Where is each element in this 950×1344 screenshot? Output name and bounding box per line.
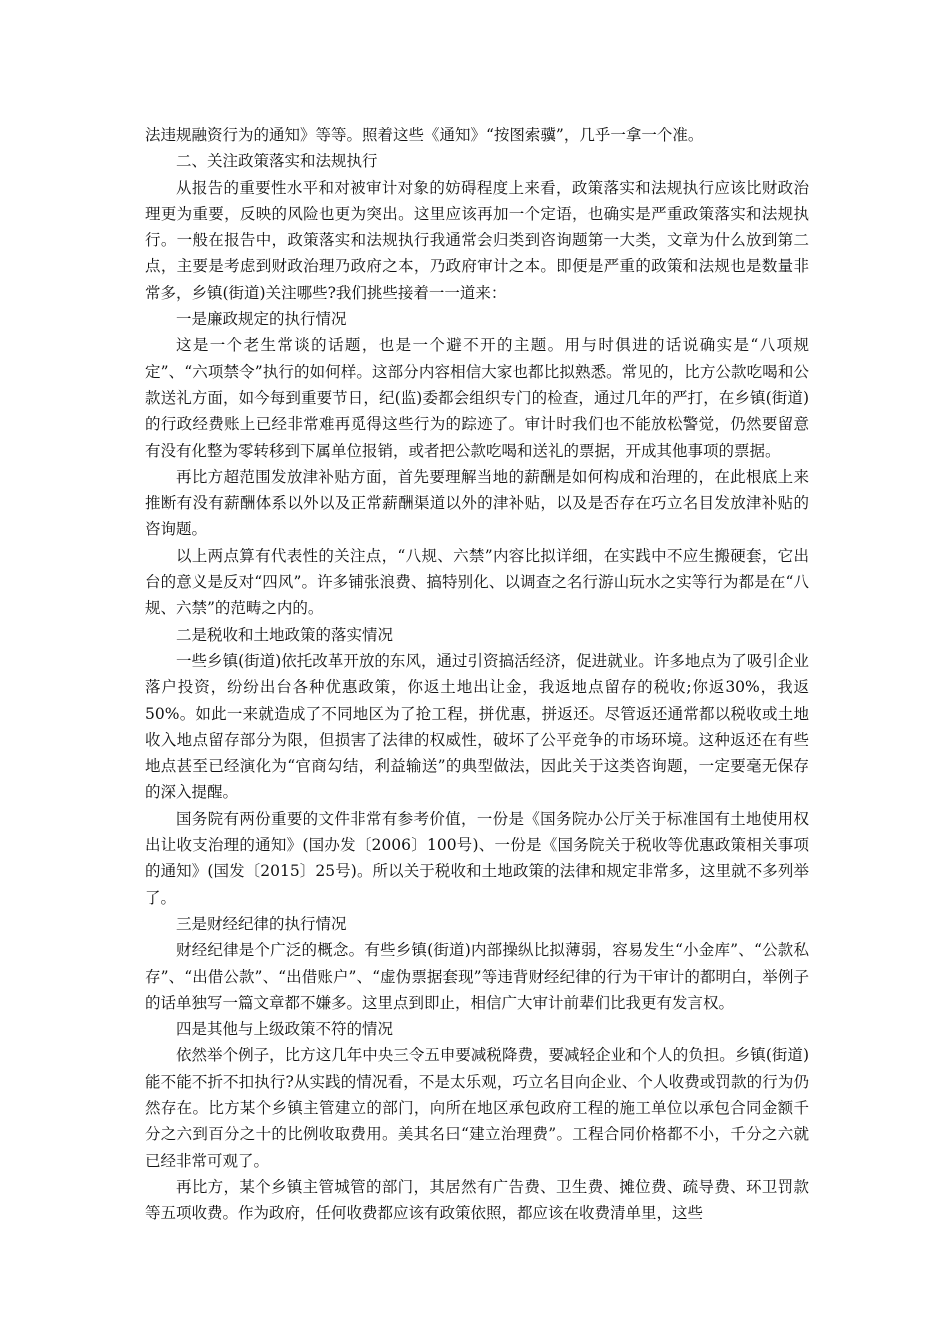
subheading-integrity-rules: 一是廉政规定的执行情况 [176,310,347,329]
paragraph-allowances: 再比方超范围发放津补贴方面，首先要理解当地的薪酬是如何构成和治理的，在此根底上来推断有没有薪酬体系以外以及正常薪酬渠道以外的津补贴，以及是否存在巧立名目发放津补贴的咨询题。 [145,467,809,539]
paragraph-four-styles: 以上两点算有代表性的关注点，“八规、六禁”内容比拟详细，在实践中不应生搬硬套，它出台的意义是反对“四风”。许多铺张浪费、搞特别化、以调查之名行游山玩水之实等行为都是在“八规、六禁”的范畴之内的。 [145,546,809,618]
paragraph-continuation: 法违规融资行为的通知》等等。照着这些《通知》“按图索骥”，几乎一拿一个准。 [145,126,704,144]
paragraph-urban-management-fees: 再比方，某个乡镇主管城管的部门，其居然有广告费、卫生费、摊位费、疏导费、环卫罚款等五项收费。作为政府，任何收费都应该有政策依照，都应该在收费清单里，这些 [145,1177,809,1223]
subheading-tax-land-policy: 二是税收和土地政策的落实情况 [176,625,394,644]
paragraph-financial-discipline: 财经纪律是个广泛的概念。有些乡镇(街道)内部操纵比拟薄弱，容易发生“小金库”、“公款私存”、“出借公款”、“出借账户”、“虚伪票据套现”等违背财经纪律的行为干审计的都明白，举例子的话单独写一篇文章都不嫌多。这里点到即止，相信广大审计前辈们比我更有发言权。 [145,941,809,1012]
document-body [145,122,809,1226]
subheading-financial-discipline: 三是财经纪律的执行情况 [176,914,347,933]
section-heading-policy-implementation: 二、关注政策落实和法规执行 [176,152,378,171]
paragraph-tax-fee-reduction: 依然举个例子，比方这几年中央三令五申要减税降费，要减轻企业和个人的负担。乡镇(街道)能不能不折不扣执行?从实践的情况看，不是太乐观，巧立名目向企业、个人收费或罚款的行为仍然存在。比方某个乡镇主管建立的部门，向所在地区承包政府工程的施工单位以承包合同金额千分之六到百分之十的比例收取费用。美其名曰“建立治理费”。工程合同价格都不小，千分之六就已经非常可观了。 [145,1046,809,1170]
subheading-other-noncompliance: 四是其他与上级政策不符的情况 [176,1020,394,1039]
paragraph-policy-importance: 从报告的重要性水平和对被审计对象的妨碍程度上来看，政策落实和法规执行应该比财政治理更为重要，反映的风险也更为突出。这里应该再加一个定语，也确实是严重政策落实和法规执行。一般在报告中，政策落实和法规执行我通常会归类到咨询题第一大类，文章为什么放到第二点，主要是考虑到财政治理乃政府之本，乃政府审计之本。即便是严重的政策和法规也是数量非常多，乡镇(街道)关注哪些?我们挑些接着一一道来： [145,178,809,302]
paragraph-state-council-documents: 国务院有两份重要的文件非常有参考价值，一份是《国务院办公厅关于标准国有土地使用权出让收支治理的通知》(国办发〔2006〕100号)、一份是《国务院关于税收等优惠政策相关事项的通知》(国发〔2015〕25号)。所以关于税收和土地政策的法律和规定非常多，这里就不多列举了。 [145,809,809,907]
paragraph-eight-rules: 这是一个老生常谈的话题，也是一个避不开的主题。用与时俱进的话说确实是“八项规定”、“六项禁令”执行的如何样。这部分内容相信大家也都比拟熟悉。常见的，比方公款吃喝和公款送礼方面，如今每到重要节日，纪(监)委都会组织专门的检查，通过几年的严打，在乡镇(街道)的行政经费账上已经非常难再觅得这些行为的踪迹了。审计时我们也不能放松警觉，仍然要留意有没有化整为零转移到下属单位报销，或者把公款吃喝和送礼的票据，开成其他事项的票据。 [145,336,809,460]
paragraph-tax-rebates: 一些乡镇(街道)依托改革开放的东风，通过引资搞活经济，促进就业。许多地点为了吸引企业落户投资，纷纷出台各种优惠政策，你返土地出让金，我返地点留存的税收;你返30%，我返50%。如此一来就造成了不同地区为了抢工程，拼优惠，拼返还。尽管返还通常都以税收或土地收入地点留存部分为限，但损害了法律的权威性，破坏了公平竞争的市场环境。这种返还在有些地点甚至已经演化为“官商勾结，利益输送”的典型做法，因此关于这类咨询题，一定要毫无保存的深入提醒。 [145,651,809,802]
